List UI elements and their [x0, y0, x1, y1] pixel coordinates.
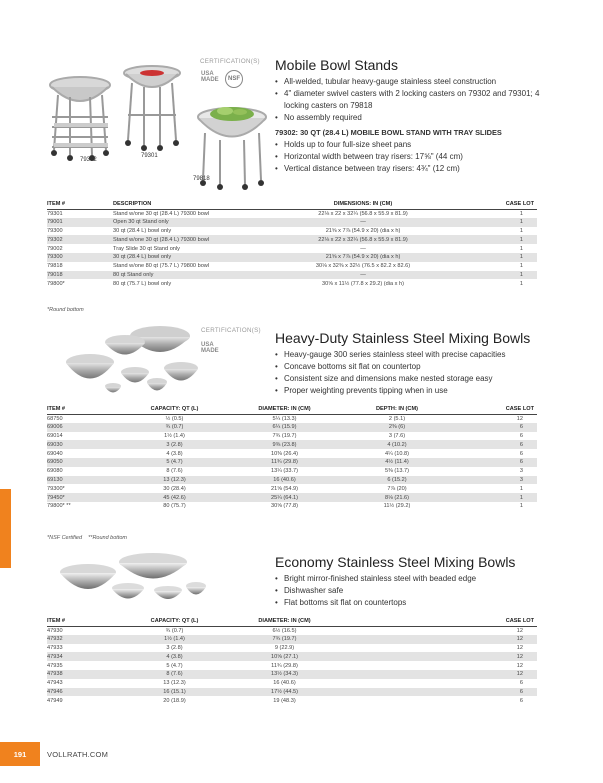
table-row [47, 661, 537, 670]
table-cell: 12 [516, 627, 523, 634]
table-row [47, 432, 537, 441]
bullet: • 4" diameter swivel casters with 2 locking casters on 79302 and 79301; 4 locking casters on 79818 [275, 88, 545, 112]
table-cell: 6 [457, 440, 537, 449]
table-cell: 69030 [47, 440, 117, 449]
section-title-bowl-stands: Mobile Bowl Stands [275, 57, 398, 73]
bullet: • All-welded, tubular heavy-gauge stainless steel construction [275, 76, 545, 88]
usa-made-icon [201, 342, 219, 354]
table-cell: 80 (75.7) [163, 503, 186, 510]
col-header-diameter: DIAMETER: IN (CM) [232, 405, 337, 414]
table-cell: 6 [457, 423, 537, 432]
table-row [47, 670, 537, 679]
heavy-duty-bowls-bullets [275, 349, 550, 397]
table-cell: 12 [516, 662, 523, 669]
col-header-diameter: DIAMETER: IN (CM) [232, 617, 337, 626]
table-cell: 1 [519, 245, 523, 252]
table-cell: 1 [519, 485, 523, 492]
table-cell: 30⅝ x 11½ (77.8 x 29.2) (dia x h) [322, 280, 404, 287]
table-cell: 79302 [47, 235, 113, 244]
table-cell: 79002 [47, 245, 63, 252]
table-cell: 69014 [47, 432, 63, 439]
economy-bowls-image [58, 550, 208, 610]
table-cell: Stand w/one 30 qt (28.4 L) 79300 bowl [113, 235, 263, 244]
table-cell: 79001 [47, 218, 113, 227]
image-label-79302: 79302 [80, 157, 97, 163]
table-cell: 47933 [47, 644, 63, 651]
table-cell: 79818 [47, 263, 63, 270]
table-cell: 47938 [47, 670, 117, 679]
table-cell: 6 [519, 450, 523, 457]
table-cell: — [263, 271, 463, 280]
table-cell: 11¾ (29.8) [232, 458, 337, 467]
table-cell: 13 (12.3) [117, 476, 232, 485]
col-header-dimensions: DIMENSIONS: IN (CM) [263, 200, 463, 209]
table-row [47, 209, 537, 218]
table-cell: 12 [516, 644, 523, 651]
table-cell: 8⅛ (21.6) [337, 493, 457, 502]
table-cell: 5 (4.7) [117, 458, 232, 467]
table-cell: 6 [457, 458, 537, 467]
table-cell: 19 (48.3) [273, 697, 296, 704]
table-row [47, 253, 537, 262]
table-cell: 6 [519, 697, 523, 704]
table-cell: 4¼ (10.8) [385, 450, 409, 457]
table-row [47, 218, 537, 227]
table-row [47, 227, 537, 236]
table-cell: 30⅝ (77.8) [270, 503, 299, 510]
table-cell: 10⅜ (26.4) [270, 450, 299, 457]
page-number [0, 742, 40, 766]
table-cell: 3 (2.8) [117, 440, 232, 449]
col-header-case-lot: CASE LOT [457, 405, 537, 414]
bowl-stands-image [40, 45, 270, 195]
col-header-case-lot: CASE LOT [463, 200, 537, 209]
usa-made-text: USA MADE [201, 342, 219, 354]
bowl-stands-table [47, 200, 537, 288]
table-cell: 4 (3.8) [166, 450, 183, 457]
table-row [47, 626, 537, 635]
usa-made-text: USA MADE [201, 71, 219, 83]
bullet: • Consistent size and dimensions make nested storage easy [275, 373, 550, 385]
table-cell: 79800* [47, 280, 65, 287]
table-cell: 47949 [47, 697, 63, 704]
table-cell: 4 (10.2) [337, 440, 457, 449]
table-footnote: *NSF Certified **Round bottom [47, 535, 127, 541]
table-cell: ½ (0.5) [165, 415, 184, 422]
bowl-stands-bullets [275, 76, 545, 124]
image-label-79818: 79818 [193, 176, 210, 182]
table-cell: 4 (3.8) [117, 652, 232, 661]
table-cell: 6 [519, 432, 523, 439]
table-cell: 79018 [47, 271, 113, 280]
image-label-79301: 79301 [141, 153, 158, 159]
economy-bowls-bullets [275, 573, 550, 609]
table-cell: 16 (15.1) [117, 688, 232, 697]
table-cell: 21⅝ (54.9) [270, 485, 299, 492]
table-footnote: *Round bottom [47, 307, 84, 313]
col-header-item: ITEM # [47, 617, 117, 626]
bullet: • Dishwasher safe [275, 585, 550, 597]
table-cell: 1 [519, 263, 523, 270]
table-cell: 2⅜ (6) [337, 423, 457, 432]
table-row [47, 467, 537, 476]
table-cell: 80 qt (75.7 L) bowl only [113, 280, 172, 287]
table-cell: 7¾ (19.7) [272, 432, 297, 439]
table-cell: 22⅛ x 22 x 32¼ (56.8 x 55.9 x 81.9) [263, 235, 463, 244]
table-row [47, 476, 537, 485]
table-cell: 79301 [47, 210, 63, 217]
table-cell: 13¼ (33.7) [270, 468, 299, 475]
table-cell: 2 (5.1) [388, 415, 406, 422]
bullet: • No assembly required [275, 112, 545, 124]
table-row [47, 696, 537, 705]
table-cell: 7⅞ (20) [387, 485, 407, 492]
table-cell: 7¾ (19.7) [232, 635, 337, 644]
bullet: • Horizontal width between tray risers: 17⅝" (44 cm) [275, 151, 545, 163]
table-row [47, 244, 537, 253]
table-cell: 1 [519, 280, 523, 287]
table-cell: 1 [463, 235, 537, 244]
table-cell: 1 [463, 271, 537, 280]
table-cell: 69006 [47, 423, 117, 432]
table-cell: 79300 [47, 253, 113, 262]
table-cell: ¾ (0.7) [165, 627, 184, 634]
table-cell: 16 (40.6) [232, 476, 337, 485]
table-cell: 12 [337, 652, 537, 661]
table-cell: 5⅜ (13.7) [385, 468, 409, 475]
table-row [47, 262, 537, 271]
table-cell: 13½ (34.3) [232, 670, 337, 679]
table-cell: 80 qt Stand only [113, 271, 263, 280]
col-header-capacity: CAPACITY: QT (L) [117, 617, 232, 626]
table-cell: 47946 [47, 688, 117, 697]
table-cell: 8 (7.6) [166, 468, 183, 475]
economy-bowls-table [47, 617, 537, 705]
table-cell: 47943 [47, 680, 63, 687]
table-cell: 25¼ (64.1) [232, 493, 337, 502]
table-cell: 47935 [47, 662, 63, 669]
bowl-stand-subhead: 79302: 30 QT (28.4 L) MOBILE BOWL STAND WITH TRAY SLIDES [275, 128, 502, 137]
table-cell: 79450* [47, 493, 117, 502]
table-cell: 10⅝ (27.1) [232, 652, 337, 661]
table-cell: 69130 [47, 476, 117, 485]
table-row [47, 271, 537, 280]
table-row [47, 652, 537, 661]
table-cell: — [263, 218, 463, 227]
table-row [47, 493, 537, 502]
bowl-stand-sub-bullets [275, 139, 545, 175]
nsf-text: NSF [228, 76, 240, 82]
col-header-case-lot: CASE LOT [337, 617, 537, 626]
table-cell: Stand w/one 30 qt (28.4 L) 79300 bowl [113, 210, 210, 217]
table-cell: 69080 [47, 468, 63, 475]
table-row [47, 458, 537, 467]
table-cell: 22⅛ x 22 x 32¼ (56.8 x 55.9 x 81.9) [318, 210, 408, 217]
table-cell: 12 [516, 415, 523, 422]
table-cell: 3 (7.6) [388, 432, 406, 439]
table-cell: 6¼ (15.9) [232, 423, 337, 432]
table-row [47, 279, 537, 288]
table-cell: 6 [337, 688, 537, 697]
table-cell: 79300* [47, 485, 65, 492]
table-cell: 47930 [47, 627, 63, 634]
table-cell: 69050 [47, 458, 117, 467]
table-cell: 45 (42.6) [117, 493, 232, 502]
table-cell: 3 (2.8) [166, 644, 183, 651]
table-cell: 1 [463, 253, 537, 262]
certification-label: CERTIFICATION(S) [200, 58, 260, 65]
col-header-capacity: CAPACITY: QT (L) [117, 405, 232, 414]
section-tab-marker [0, 489, 11, 568]
table-cell: 1 [519, 503, 523, 510]
table-row [47, 688, 537, 697]
table-cell: 21⅝ x 7⅞ (54.9 x 20) (dia x h) [263, 253, 463, 262]
table-cell: 47934 [47, 652, 117, 661]
col-header-description: DESCRIPTION [113, 200, 263, 209]
table-cell: 9 (22.9) [274, 644, 295, 651]
table-cell: Tray Slide 30 qt Stand only [113, 245, 180, 252]
bullet: • Holds up to four full-size sheet pans [275, 139, 545, 151]
table-cell: 20 (18.9) [163, 697, 186, 704]
table-cell: 11½ (29.2) [383, 503, 411, 510]
table-row [47, 644, 537, 653]
table-cell: 79800* ** [47, 503, 71, 510]
table-cell: 4½ (11.4) [337, 458, 457, 467]
table-row [47, 679, 537, 688]
heavy-duty-bowls-table [47, 405, 537, 511]
table-row [47, 414, 537, 423]
section-title-economy-bowls: Economy Stainless Steel Mixing Bowls [275, 554, 516, 570]
table-cell: 3 [519, 468, 523, 475]
table-row [47, 440, 537, 449]
page-number-text: 191 [13, 749, 27, 759]
table-cell: 1 [463, 218, 537, 227]
col-header-item: ITEM # [47, 405, 117, 414]
table-cell: 9⅜ (23.8) [232, 440, 337, 449]
table-cell: 6 [519, 680, 523, 687]
bullet: • Heavy-gauge 300 series stainless steel with precise capacities [275, 349, 550, 361]
table-cell: 30 qt (28.4 L) bowl only [113, 253, 263, 262]
table-cell: — [360, 245, 366, 252]
bullet: • Bright mirror-finished stainless steel with beaded edge [275, 573, 550, 585]
table-cell: Open 30 qt Stand only [113, 218, 263, 227]
table-cell: 6½ (16.5) [272, 627, 297, 634]
table-cell: 21⅝ x 7⅞ (54.9 x 20) (dia x h) [325, 227, 401, 234]
table-cell: 11¾ (29.8) [271, 662, 298, 669]
table-cell: 68750 [47, 415, 63, 422]
table-cell: 1 [519, 227, 523, 234]
bullet: • Concave bottoms sit flat on countertop [275, 361, 550, 373]
table-cell: 47932 [47, 635, 117, 644]
bullet: • Proper weighting prevents tipping when in use [275, 385, 550, 397]
bullet: • Vertical distance between tray risers: 4¾" (12 cm) [275, 163, 545, 175]
table-cell: 6 (15.2) [337, 476, 457, 485]
table-cell: 1 [457, 493, 537, 502]
mixing-bowls-image [65, 322, 200, 400]
table-cell: 1½ (1.4) [164, 432, 185, 439]
table-cell: ¾ (0.7) [117, 423, 232, 432]
section-title-heavy-duty-bowls: Heavy-Duty Stainless Steel Mixing Bowls [275, 330, 531, 346]
table-row [47, 635, 537, 644]
table-cell: 69040 [47, 450, 63, 457]
nsf-icon [225, 70, 243, 88]
website-link[interactable]: VOLLRATH.COM [47, 750, 109, 759]
table-cell: 8 (7.6) [117, 670, 232, 679]
col-header-item: ITEM # [47, 200, 113, 209]
table-cell: 16 (40.6) [273, 680, 296, 687]
table-cell: 79300 [47, 227, 63, 234]
table-row [47, 502, 537, 511]
table-cell: 1½ (1.4) [117, 635, 232, 644]
table-cell: 30⅛ x 32⅜ x 32½ (76.5 x 82.2 x 82.6) [315, 263, 411, 270]
table-cell: 13 (12.3) [163, 680, 186, 687]
table-row [47, 423, 537, 432]
table-row [47, 235, 537, 244]
table-cell: Stand w/one 80 qt (75.7 L) 79800 bowl [113, 263, 210, 270]
table-cell: 12 [337, 635, 537, 644]
usa-made-icon [201, 71, 219, 83]
table-cell: 30 (28.4) [163, 485, 186, 492]
table-row [47, 484, 537, 493]
table-cell: 17½ (44.5) [232, 688, 337, 697]
bullet: • Flat bottoms sit flat on countertops [275, 597, 550, 609]
table-cell: 3 [457, 476, 537, 485]
certification-label: CERTIFICATION(S) [201, 327, 261, 334]
table-cell: 1 [519, 210, 523, 217]
table-cell: 5 (4.7) [166, 662, 183, 669]
table-cell: 30 qt (28.4 L) bowl only [113, 227, 172, 234]
col-header-depth: DEPTH: IN (CM) [337, 405, 457, 414]
table-cell: 12 [337, 670, 537, 679]
table-row [47, 449, 537, 458]
table-cell: 5¼ (13.3) [272, 415, 297, 422]
